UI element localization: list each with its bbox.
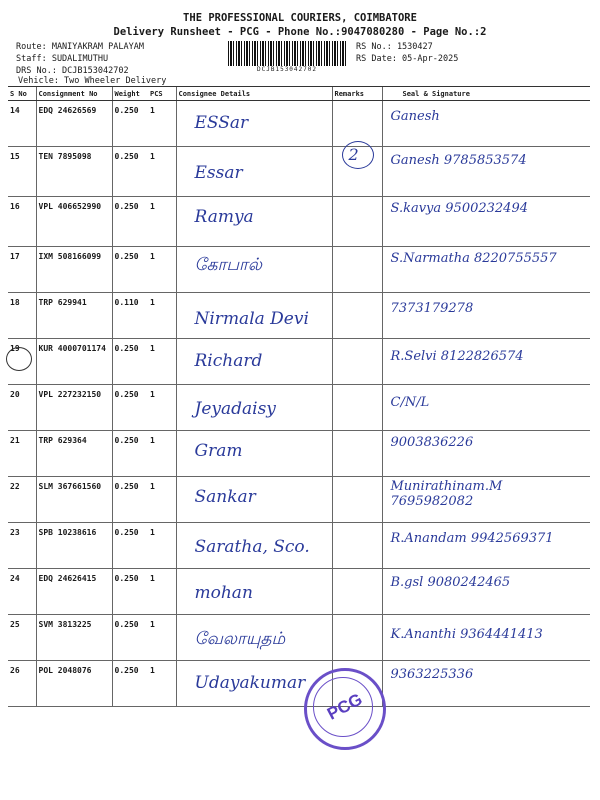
row-weight: 0.250: [112, 247, 148, 293]
row-consignment-no: VPL 227232150: [36, 385, 112, 431]
signature-handwriting: C/N/L: [390, 395, 430, 410]
row-consignee-cell: [176, 477, 332, 523]
row-signature-cell: [382, 293, 590, 339]
row-signature-cell: [382, 385, 590, 431]
consignee-handwriting: Sankar: [194, 487, 256, 507]
row-pcs: 1: [148, 431, 176, 477]
row-pcs: 1: [148, 523, 176, 569]
row-weight: 0.250: [112, 477, 148, 523]
row-pcs: 1: [148, 293, 176, 339]
row-weight: 0.250: [112, 101, 148, 147]
row-remarks-cell: [332, 569, 382, 615]
row-consignee-cell: [176, 293, 332, 339]
row-sno: 18: [8, 293, 36, 339]
row-consignment-no: EDQ 24626569: [36, 101, 112, 147]
row-consignee-cell: [176, 569, 332, 615]
route-label: Route: MANIYAKRAM PALAYAM: [16, 42, 144, 52]
col-remarks: Remarks: [332, 87, 382, 101]
row-sno: 22: [8, 477, 36, 523]
row-sno: 25: [8, 615, 36, 661]
row-consignment-no: SVM 3813225: [36, 615, 112, 661]
row-consignment-no: EDQ 24626415: [36, 569, 112, 615]
row-signature-cell: [382, 661, 590, 707]
row-pcs: 1: [148, 101, 176, 147]
table-header-row: [8, 87, 590, 101]
row-weight: 0.250: [112, 661, 148, 707]
col-consignee: Consignee Details: [176, 87, 332, 101]
row-sno: 17: [8, 247, 36, 293]
col-consignment: Consignment No: [36, 87, 112, 101]
row-sno: 16: [8, 197, 36, 247]
row-signature-cell: [382, 197, 590, 247]
row-weight: 0.250: [112, 147, 148, 197]
consignee-handwriting: Udayakumar: [194, 673, 306, 693]
table-row: [8, 615, 590, 661]
row-consignee-cell: [176, 197, 332, 247]
row-remarks-cell: [332, 293, 382, 339]
col-pcs: PCS: [148, 87, 176, 101]
table-row: [8, 339, 590, 385]
company-title: THE PROFESSIONAL COURIERS, COIMBATORE: [183, 12, 417, 24]
consignee-handwriting: Nirmala Devi: [194, 309, 309, 329]
row-sno: 24: [8, 569, 36, 615]
consignee-handwriting: Saratha, Sco.: [194, 537, 310, 557]
drs-label: DRS No.: DCJB153042702: [16, 66, 129, 76]
row-sno: 20: [8, 385, 36, 431]
table-row: [8, 661, 590, 707]
vehicle-label: Vehicle: Two Wheeler Delivery: [18, 76, 167, 86]
runsheet-table: [8, 86, 590, 707]
consignee-handwriting: Essar: [194, 163, 243, 183]
row-signature-cell: [382, 247, 590, 293]
row-signature-cell: [382, 339, 590, 385]
row-remarks-cell: [332, 101, 382, 147]
row-consignment-no: KUR 4000701174: [36, 339, 112, 385]
row-sno: 26: [8, 661, 36, 707]
row-weight: 0.250: [112, 615, 148, 661]
row-weight: 0.250: [112, 431, 148, 477]
remarks-circle: [342, 141, 374, 169]
stamp-text: PCG: [324, 689, 366, 724]
row-consignment-no: VPL 406652990: [36, 197, 112, 247]
row-sno: 23: [8, 523, 36, 569]
consignee-handwriting: வேலாயுதம்: [194, 629, 286, 649]
row-pcs: 1: [148, 247, 176, 293]
row-remarks-cell: [332, 385, 382, 431]
signature-handwriting: S.kavya 9500232494: [390, 201, 528, 216]
col-signature: Seal & Signature: [382, 87, 590, 101]
row-weight: 0.250: [112, 569, 148, 615]
row-signature-cell: [382, 147, 590, 197]
row-consignee-cell: [176, 147, 332, 197]
consignee-handwriting: கோபால்: [194, 255, 262, 275]
row-consignee-cell: [176, 101, 332, 147]
table-row: [8, 431, 590, 477]
signature-handwriting: 9363225336: [390, 667, 474, 682]
signature-handwriting: R.Selvi 8122826574: [390, 349, 524, 364]
consignee-handwriting: ESSar: [194, 113, 249, 133]
row-pcs: 1: [148, 569, 176, 615]
row-weight: 0.250: [112, 523, 148, 569]
remarks-handwriting: 2: [348, 145, 359, 164]
row-sno: 21: [8, 431, 36, 477]
row-pcs: 1: [148, 197, 176, 247]
row-sno: 14: [8, 101, 36, 147]
row-signature-cell: [382, 569, 590, 615]
signature-handwriting: Ganesh 9785853574: [390, 153, 527, 168]
row-consignee-cell: [176, 615, 332, 661]
barcode-number: DCJB153042702: [257, 66, 317, 73]
row-signature-cell: [382, 523, 590, 569]
row-pcs: 1: [148, 339, 176, 385]
row-consignment-no: IXM 508166099: [36, 247, 112, 293]
row-remarks-cell: [332, 615, 382, 661]
consignee-handwriting: Richard: [194, 351, 263, 371]
consignee-handwriting: Jeyadaisy: [194, 399, 276, 419]
row-sno: 15: [8, 147, 36, 197]
row-consignee-cell: [176, 431, 332, 477]
table-row: [8, 569, 590, 615]
row-consignment-no: POL 2048076: [36, 661, 112, 707]
row-consignee-cell: [176, 339, 332, 385]
row-signature-cell: [382, 101, 590, 147]
table-row: [8, 247, 590, 293]
row-remarks-cell: [332, 431, 382, 477]
table-row: [8, 385, 590, 431]
consignee-handwriting: Ramya: [194, 207, 254, 227]
row-consignment-no: SLM 367661560: [36, 477, 112, 523]
row-consignment-no: TEN 7895098: [36, 147, 112, 197]
signature-handwriting: 7373179278: [390, 301, 474, 316]
consignee-handwriting: Gram: [194, 441, 243, 461]
row-pcs: 1: [148, 385, 176, 431]
row-signature-cell: [382, 477, 590, 523]
staff-label: Staff: SUDALIMUTHU: [16, 54, 109, 64]
col-sno: S No: [8, 87, 36, 101]
row-remarks-cell: [332, 197, 382, 247]
row-remarks-cell: [332, 523, 382, 569]
signature-handwriting: 9003836226: [390, 435, 474, 450]
row-weight: 0.250: [112, 197, 148, 247]
barcode: [228, 41, 346, 66]
signature-handwriting: Ganesh: [390, 109, 440, 124]
consignee-handwriting: mohan: [194, 583, 253, 603]
row-pcs: 1: [148, 477, 176, 523]
row-consignment-no: TRP 629941: [36, 293, 112, 339]
runsheet-subtitle: Delivery Runsheet - PCG - Phone No.:9047080280 - Page No.:2: [113, 26, 487, 38]
table-row: [8, 477, 590, 523]
signature-handwriting: Munirathinam.M 7695982082: [390, 479, 503, 509]
row-pcs: 1: [148, 615, 176, 661]
row20-circle: [6, 347, 32, 371]
row-consignment-no: SPB 10238616: [36, 523, 112, 569]
row-weight: 0.250: [112, 385, 148, 431]
delivery-stamp: [304, 668, 386, 750]
row-pcs: 1: [148, 147, 176, 197]
row-pcs: 1: [148, 661, 176, 707]
rs-number: RS No.: 1530427: [356, 42, 433, 52]
row-signature-cell: [382, 431, 590, 477]
row-remarks-cell: [332, 247, 382, 293]
signature-handwriting: K.Ananthi 9364441413: [390, 627, 543, 642]
row-consignee-cell: [176, 385, 332, 431]
row-remarks-cell: [332, 477, 382, 523]
table-row: [8, 197, 590, 247]
signature-handwriting: B.gsl 9080242465: [390, 575, 511, 590]
col-weight: Weight: [112, 87, 148, 101]
signature-handwriting: R.Anandam 9942569371: [390, 531, 554, 546]
row-sno: 19: [8, 339, 36, 385]
row-remarks-cell: [332, 339, 382, 385]
signature-handwriting: S.Narmatha 8220755557: [390, 251, 557, 266]
row-weight: 0.250: [112, 339, 148, 385]
table-row: [8, 101, 590, 147]
table-row: [8, 147, 590, 197]
table-row: [8, 523, 590, 569]
row-consignee-cell: [176, 247, 332, 293]
table-row: [8, 293, 590, 339]
row-consignment-no: TRP 629364: [36, 431, 112, 477]
row-weight: 0.110: [112, 293, 148, 339]
rs-date: RS Date: 05-Apr-2025: [356, 54, 459, 64]
row-consignee-cell: [176, 523, 332, 569]
row-signature-cell: [382, 615, 590, 661]
